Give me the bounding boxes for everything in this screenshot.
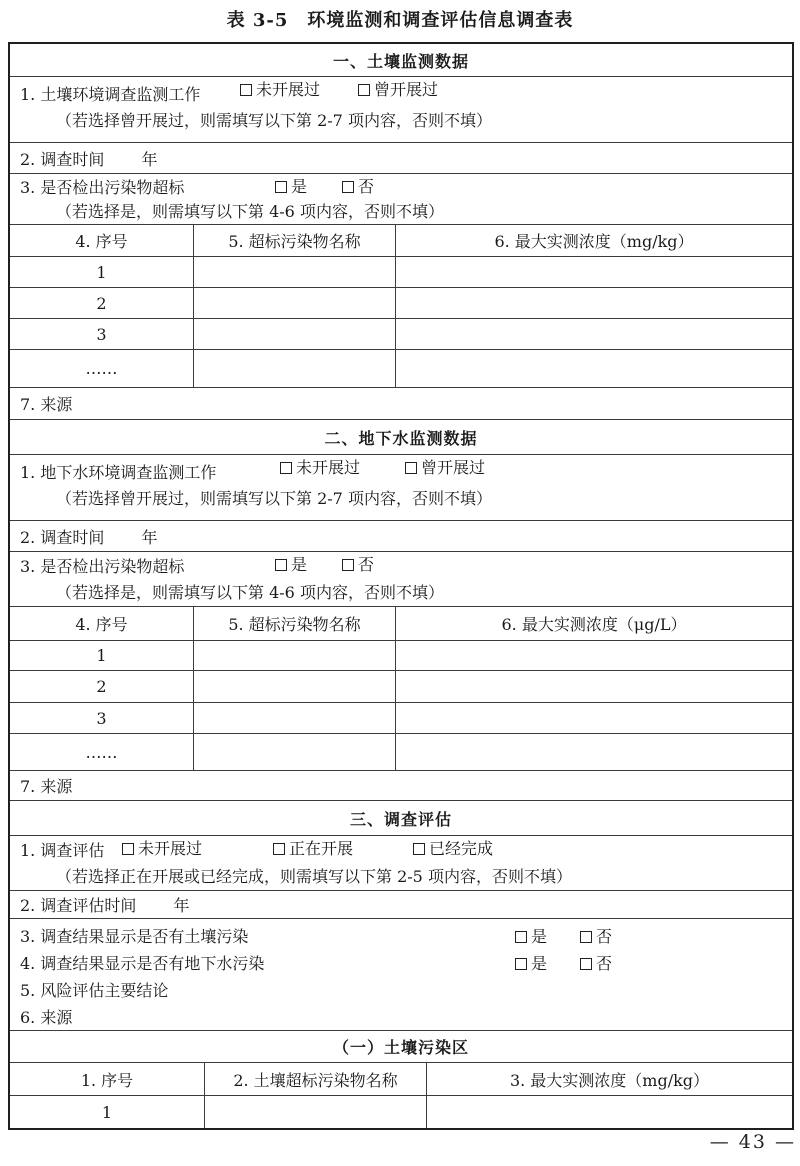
option-label: 是 [291, 555, 308, 574]
zone-table-header-row [10, 1062, 792, 1095]
soil-item1-option-not-conducted [240, 77, 320, 103]
row-number: 3 [96, 324, 107, 344]
soil-item3-note: （若选择是，则需填写以下第 4-6 项内容，否则不填） [56, 202, 444, 221]
gw-item3-note: （若选择是，则需填写以下第 4-6 项内容，否则不填） [56, 583, 444, 602]
checkbox-icon [580, 931, 592, 943]
survey-form-table [8, 42, 794, 1130]
option-label: 否 [358, 177, 375, 196]
checkbox-icon [405, 462, 417, 474]
gw-item3-label: 3. 是否检出污染物超标 [20, 557, 185, 576]
checkbox-icon [122, 843, 134, 855]
option-label: 曾开展过 [421, 458, 486, 477]
page-title: 表 3-5 环境监测和调查评估信息调查表 [226, 10, 574, 31]
checkbox-icon [275, 559, 287, 571]
assess-item2-label: 2. 调查评估时间 [20, 896, 137, 915]
empty-cell [426, 1096, 792, 1128]
soil-item3-label: 3. 是否检出污染物超标 [20, 178, 185, 197]
soil-item1-label: 1. 土壤环境调查监测工作 [20, 85, 201, 104]
soil-item3-option-yes [275, 174, 307, 199]
gw-item1-note: （若选择曾开展过，则需填写以下第 2-7 项内容，否则不填） [56, 489, 492, 508]
option-label: 是 [291, 177, 308, 196]
soil-item1-row [10, 76, 792, 142]
assess-item6-label: 6. 来源 [20, 1008, 73, 1027]
gw-item3-option-yes [275, 552, 307, 578]
section-header-soil-zone: （一）土壤污染区 [10, 1030, 792, 1062]
option-label: 已经完成 [429, 839, 494, 858]
soil-item1-option-conducted [358, 77, 438, 103]
assess-item3-option-no [580, 923, 612, 950]
assess-item4-label: 4. 调查结果显示是否有地下水污染 [20, 954, 265, 973]
option-label: 曾开展过 [374, 80, 439, 99]
assess-item1-option-not-started [122, 836, 202, 862]
soil-table-header-row [10, 224, 792, 256]
gw-col-pollutant: 5. 超标污染物名称 [193, 607, 395, 640]
soil-col-no: 4. 序号 [75, 232, 128, 251]
gw-item1-option-not-conducted [280, 455, 360, 481]
gw-item3-row [10, 551, 792, 606]
row-number: …… [85, 359, 118, 378]
gw-item1-option-conducted [405, 455, 485, 481]
assess-item5-label: 5. 风险评估主要结论 [20, 981, 169, 1000]
empty-cell [193, 671, 395, 702]
option-label: 正在开展 [289, 839, 354, 858]
gw-table-row [10, 670, 792, 702]
soil-source-label: 7. 来源 [20, 395, 73, 414]
option-label: 是 [531, 954, 548, 973]
row-number: 1 [96, 646, 107, 665]
assess-item1-option-in-progress [273, 836, 353, 862]
empty-cell [193, 641, 395, 670]
assess-items3-6-cell [10, 918, 792, 1030]
empty-cell [395, 641, 792, 670]
soil-table-row [10, 318, 792, 349]
checkbox-icon [342, 559, 354, 571]
soil-col-concentration: 6. 最大实测浓度（mg/kg） [395, 225, 792, 256]
gw-item2-label: 2. 调查时间 [20, 527, 105, 547]
zone-table-row [10, 1095, 792, 1128]
soil-item2-suffix: 年 [141, 149, 158, 169]
empty-cell [395, 350, 792, 387]
gw-table-row [10, 640, 792, 670]
empty-cell [395, 319, 792, 349]
empty-cell [193, 703, 395, 733]
zone-col-pollutant: 2. 土壤超标污染物名称 [204, 1063, 426, 1095]
assess-item1-row [10, 835, 792, 890]
gw-col-no: 4. 序号 [75, 615, 128, 634]
section-header-assessment: 三、调查评估 [10, 800, 792, 835]
gw-item1-row [10, 454, 792, 520]
checkbox-icon [358, 84, 370, 96]
checkbox-icon [515, 958, 527, 970]
soil-item1-note: （若选择曾开展过，则需填写以下第 2-7 项内容，否则不填） [56, 111, 492, 130]
checkbox-icon [515, 931, 527, 943]
assess-item1-option-completed [413, 836, 493, 862]
option-label: 否 [358, 555, 375, 574]
gw-table-row [10, 733, 792, 770]
gw-table-header-row [10, 606, 792, 640]
assess-item4-option-no [580, 950, 612, 977]
empty-cell [395, 257, 792, 287]
empty-cell [193, 319, 395, 349]
assess-item1-label: 1. 调查评估 [20, 841, 105, 860]
row-number: 1 [96, 262, 107, 282]
soil-item2-row [10, 142, 792, 173]
gw-item2-suffix: 年 [141, 527, 158, 547]
checkbox-icon [280, 462, 292, 474]
empty-cell [395, 288, 792, 318]
empty-cell [193, 734, 395, 770]
assess-item3-label: 3. 调查结果显示是否有土壤污染 [20, 927, 249, 946]
checkbox-icon [342, 181, 354, 193]
empty-cell [395, 734, 792, 770]
soil-table-row [10, 287, 792, 318]
page-number: — 43 — [709, 1131, 796, 1153]
soil-item3-option-no [342, 174, 374, 199]
soil-table-row [10, 256, 792, 287]
gw-item3-option-no [342, 552, 374, 578]
soil-table-row [10, 349, 792, 387]
checkbox-icon [240, 84, 252, 96]
option-label: 否 [596, 954, 613, 973]
assess-item2-row [10, 890, 792, 918]
empty-cell [204, 1096, 426, 1128]
gw-table-row [10, 702, 792, 733]
option-label: 未开展过 [138, 839, 203, 858]
row-number: 3 [96, 708, 107, 728]
assess-item2-suffix: 年 [173, 896, 190, 915]
assess-item3-option-yes [515, 923, 547, 950]
row-number: …… [85, 742, 118, 762]
empty-cell [395, 671, 792, 702]
empty-cell [193, 257, 395, 287]
checkbox-icon [273, 843, 285, 855]
row-number: 2 [96, 677, 107, 696]
soil-item3-row [10, 173, 792, 224]
empty-cell [193, 288, 395, 318]
soil-col-pollutant: 5. 超标污染物名称 [193, 225, 395, 256]
section-header-groundwater: 二、地下水监测数据 [10, 419, 792, 454]
empty-cell [193, 350, 395, 387]
gw-col-concentration: 6. 最大实测浓度（μg/L） [395, 607, 792, 640]
option-label: 是 [531, 927, 548, 946]
checkbox-icon [580, 958, 592, 970]
section-header-soil: 一、土壤监测数据 [332, 51, 469, 71]
empty-cell [395, 703, 792, 733]
option-label: 未开展过 [256, 80, 321, 99]
row-number: 1 [101, 1102, 113, 1122]
gw-item2-row [10, 520, 792, 551]
zone-col-no: 1. 序号 [80, 1070, 134, 1090]
row-number: 2 [96, 293, 107, 313]
checkbox-icon [275, 181, 287, 193]
gw-item1-label: 1. 地下水环境调查监测工作 [20, 463, 217, 482]
assess-item1-note: （若选择正在开展或已经完成，则需填写以下第 2-5 项内容，否则不填） [56, 867, 572, 886]
assess-item4-option-yes [515, 950, 547, 977]
soil-item2-label: 2. 调查时间 [20, 149, 105, 169]
soil-source-row [10, 387, 792, 419]
zone-col-concentration: 3. 最大实测浓度（mg/kg） [426, 1063, 792, 1095]
gw-source-row [10, 770, 792, 800]
option-label: 未开展过 [296, 458, 361, 477]
option-label: 否 [596, 927, 613, 946]
gw-source-label: 7. 来源 [20, 777, 73, 796]
checkbox-icon [413, 843, 425, 855]
